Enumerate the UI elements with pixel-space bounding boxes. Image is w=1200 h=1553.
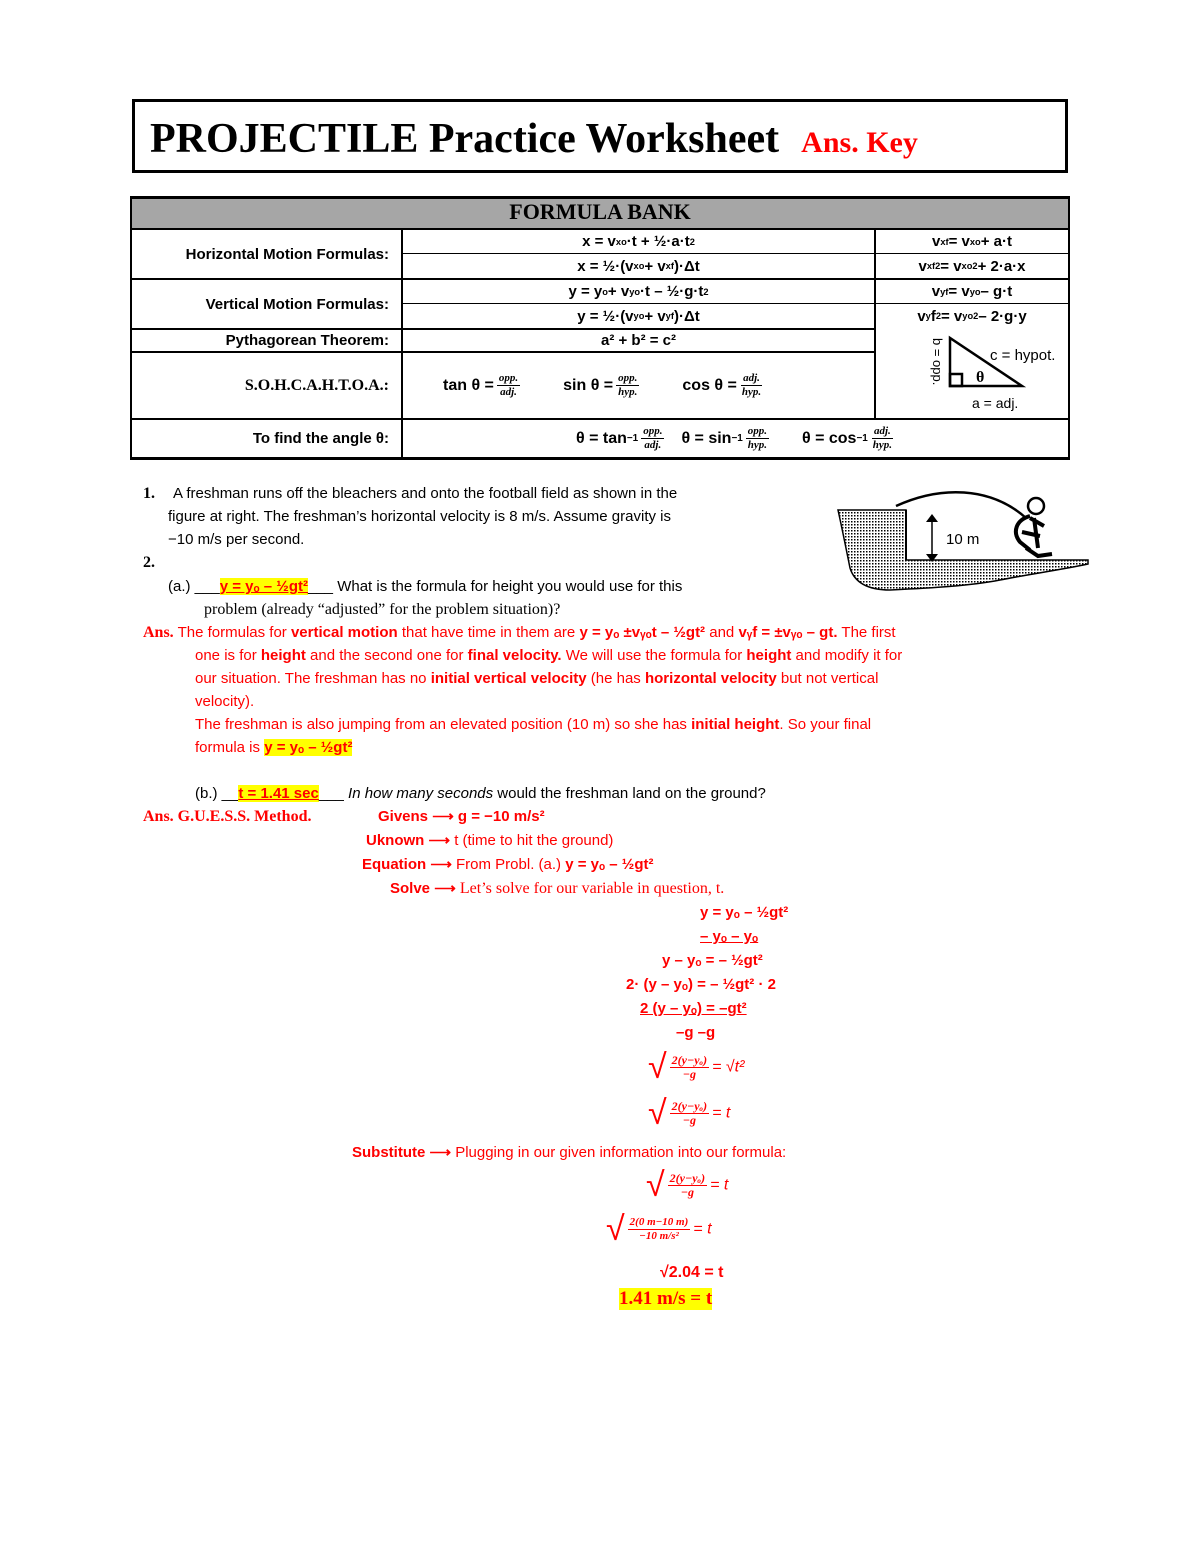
step-9: √ $\frac{\text{2(y−yₒ)}}{-g}$ = t	[646, 1166, 729, 1204]
step-1: y = yₒ – ½gt²	[700, 904, 789, 921]
vertical-label: Vertical Motion Formulas:	[205, 295, 389, 313]
answer-para-line-1: Ans. The formulas for vertical motion that have time in them are y = yₒ ±vᵧₒt – ½gt² and vᵧf = ±vᵧₒ – gt. The first	[143, 624, 896, 641]
formula-vy2: v y f 2 = v yo 2 – 2·g·y	[917, 307, 1027, 325]
problem-line-2: figure at right. The freshman’s horizontal velocity is 8 m/s. Assume gravity is	[168, 508, 671, 525]
pythagorean-label: Pythagorean Theorem:	[225, 332, 389, 349]
problem-line-3: −10 m/s per second.	[168, 531, 305, 548]
part-a-answer: y = yₒ – ½gt²	[219, 578, 308, 595]
sin-fraction: $\frac{\text{opp.}}{\text{hyp.}}$	[618, 372, 638, 398]
formula-bank-table	[130, 196, 1070, 460]
angle-label: To find the angle θ:	[252, 430, 389, 447]
formula-y2: y = ½·(v yo + v yf )·Δt	[577, 307, 700, 325]
unknown-line: Uknown ⟶ t (time to hit the ground)	[366, 832, 614, 849]
step-5: 2 (y – yₒ) = –gt²	[640, 1000, 747, 1017]
answer-para-line-3: our situation. The freshman has no initial vertical velocity (he has horizontal velocity but not vertical	[195, 670, 879, 687]
horizontal-label: Horizontal Motion Formulas:	[185, 245, 389, 263]
final-answer: 1.41 m/s = t	[619, 1288, 713, 1309]
equation-line: Equation ⟶ From Probl. (a.) y = yₒ – ½gt²	[362, 856, 654, 873]
problem-number-2: 2.	[143, 554, 155, 571]
part-b-answer: t = 1.41 sec	[238, 785, 319, 802]
cos-label: cos θ =	[682, 376, 737, 394]
formula-vx2: v xf 2 = v xo 2 + 2·a·x	[918, 257, 1026, 275]
pythagorean-formula: a² + b² = c²	[600, 332, 677, 349]
triangle-theta: θ	[976, 369, 985, 386]
formula-vx1: v xf = v xo + a·t	[931, 233, 1013, 250]
step-10: √ $\frac{2(0 m-10 m)}{\text{−10 m/s²}}$ = t	[606, 1210, 712, 1248]
givens-line: Givens ⟶ g = −10 m/s²	[378, 808, 545, 825]
page-title: PROJECTILE Practice Worksheet Ans. Key	[150, 116, 918, 162]
step-11: √2.04 = t	[660, 1264, 724, 1281]
step-4: 2· (y – yₒ) = – ½gt² · 2	[626, 976, 776, 993]
tan-fraction: $\frac{\text{opp.}}{\text{adj.}}$	[498, 372, 519, 398]
step-2: – yₒ – yₒ	[700, 928, 759, 945]
bleacher-figure	[830, 488, 1100, 598]
substitute-line: Substitute ⟶ Plugging in our given information into our formula:	[352, 1144, 787, 1161]
answer-para-line-6: formula is y = yₒ – ½gt²	[195, 739, 353, 756]
sin-label: sin θ =	[563, 376, 614, 394]
answer-para-line-4: velocity).	[195, 693, 255, 710]
soh-label: S.O.H.C.A.H.T.O.A.:	[244, 376, 389, 394]
final-formula-highlight: y = yₒ – ½gt²	[264, 739, 353, 756]
formula-x1: x = v xo ·t + ½·a·t 2	[582, 233, 695, 250]
problem-number-1: 1.	[143, 485, 155, 502]
triangle-opp-label: b = opp.	[930, 338, 945, 386]
tan-label: tan θ =	[443, 376, 494, 394]
figure-height-label: 10 m	[946, 531, 980, 548]
cos-fraction: $\frac{\text{adj.}}{\text{hyp.}}$	[741, 372, 762, 398]
answer-key-label: Ans. Key	[801, 126, 918, 159]
step-8: √ $\frac{\text{2(y−yₒ)}}{-g}$ = t	[648, 1094, 731, 1132]
guess-method-label: Ans. G.U.E.S.S. Method.	[143, 808, 312, 825]
answer-para-line-5: The freshman is also jumping from an elevated position (10 m) so she has initial height. So your final	[195, 716, 872, 733]
right-triangle-diagram	[876, 330, 1068, 418]
step-3: y – yₒ = – ½gt²	[662, 952, 763, 969]
formula-x2: x = ½·(v xo + v xf )·Δt	[577, 257, 700, 275]
angle-formulas: θ = tan −1 $\frac{\text{opp.}}{\text{adj.}}$ θ = sin −1 $\frac{\text{opp.}}{\text{hyp.}}$ θ = cos −1 $\frac{\text{adj.}}{\text{hyp.}}$	[576, 425, 892, 451]
triangle-adj-label: a = adj.	[972, 395, 1019, 411]
solve-line: Solve ⟶ Let’s solve for our variable in question, t.	[390, 880, 725, 897]
answer-para-line-2: one is for height and the second one for final velocity. We will use the formula for height and modify it for	[195, 647, 903, 664]
formula-y1: y = y o + v yo ·t – ½·g·t 2	[568, 283, 709, 300]
part-b-line: (b.) __t = 1.41 sec___ In how many seconds would the freshman land on the ground?	[195, 785, 766, 802]
formula-vy1: v yf = v yo – g·t	[931, 283, 1013, 300]
freshman-icon	[1016, 498, 1052, 556]
part-a-line: (a.) ___y = yₒ – ½gt²___ What is the formula for height you would use for this	[168, 578, 683, 595]
part-a-line-2: problem (already “adjusted” for the problem situation)?	[204, 601, 561, 618]
formula-bank-header: FORMULA BANK	[509, 199, 691, 224]
step-7: √ $\frac{\text{2(y−yₒ)}}{-g}$ = √t²	[648, 1048, 745, 1086]
triangle-hyp-label: c = hypot.	[990, 347, 1056, 364]
problem-line-1: A freshman runs off the bleachers and onto the football field as shown in the	[173, 485, 678, 502]
soh-formulas	[403, 353, 874, 418]
step-6: –g –g	[676, 1024, 716, 1041]
